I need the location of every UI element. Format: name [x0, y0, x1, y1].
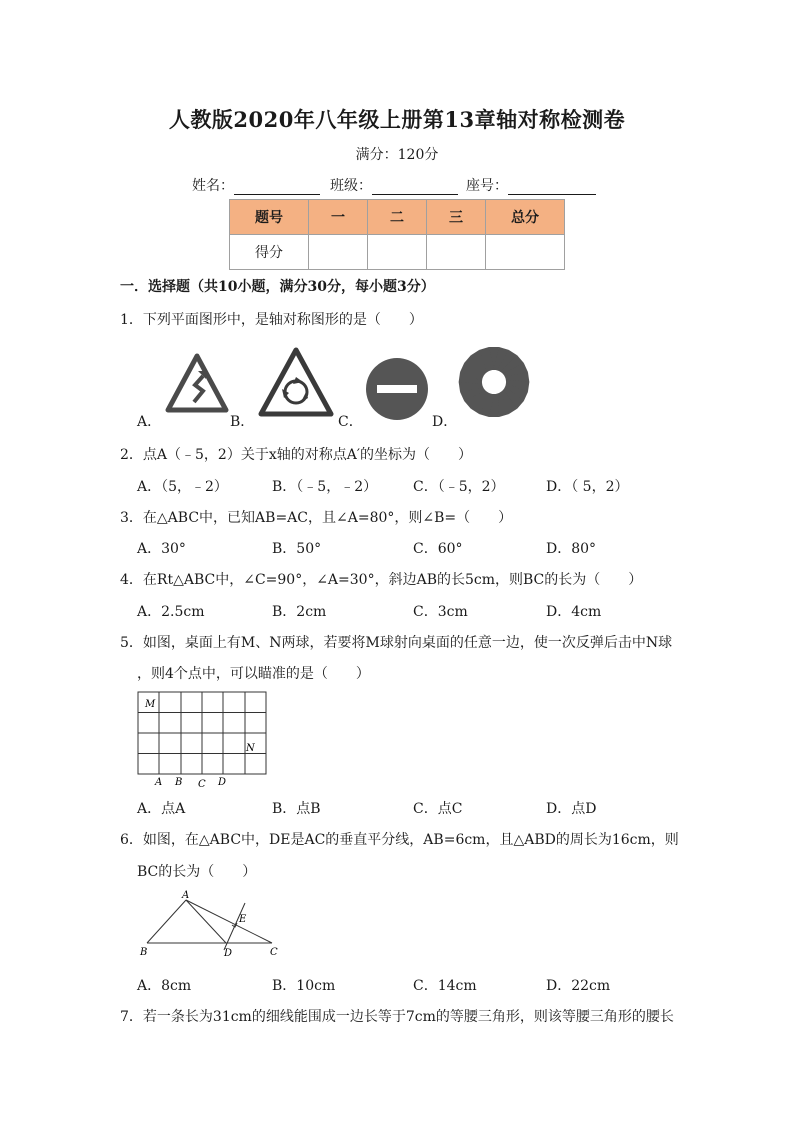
grid-label-n: N — [246, 743, 255, 754]
class-label: 班级： — [330, 178, 372, 194]
question-5-line-2: ，则4个点中，可以瞄准的是（ ） — [137, 666, 370, 682]
question-6-line-2: BC的长为（ ） — [137, 864, 257, 880]
question-5-line-1: 5．如图，桌面上有M、N两球，若要将M球射向桌面的任意一边，使一次反弹后击中N球 — [120, 635, 673, 651]
triangle-label-b: B — [140, 947, 148, 958]
page-title: 人教版2020年八年级上册第13章轴对称检测卷 — [168, 107, 626, 132]
question-4: 4．在Rt△ABC中，∠C=90°，∠A=30°，斜边AB的长5cm，则BC的长为（ ） — [120, 572, 643, 588]
class-blank[interactable] — [372, 180, 458, 195]
score-cell[interactable] — [486, 235, 565, 270]
sign-d-figure — [458, 346, 530, 418]
section-heading: 一．选择题（共10小题，满分30分，每小题3分） — [120, 279, 435, 295]
q4-option-a[interactable]: A．2.5cm — [137, 604, 205, 620]
q4-option-b[interactable]: B．2cm — [272, 604, 327, 620]
q6-option-a[interactable]: A．8cm — [137, 978, 192, 994]
seat-field — [466, 175, 596, 195]
q2-option-d[interactable]: D．（ 5，2） — [546, 479, 629, 495]
q3-option-a[interactable]: A．30° — [137, 541, 186, 557]
q6-option-c[interactable]: C．14cm — [413, 978, 477, 994]
grid-label-d: D — [218, 777, 227, 788]
q2-option-c[interactable]: C．（﹣5，2） — [413, 479, 505, 495]
score-table-row — [230, 235, 565, 270]
triangle-label-e: E — [239, 914, 247, 925]
seat-label: 座号： — [466, 178, 508, 194]
q1-label-a: A． — [137, 414, 162, 430]
q6-option-d[interactable]: D．22cm — [546, 978, 611, 994]
seat-blank[interactable] — [508, 180, 596, 195]
q4-option-d[interactable]: D．4cm — [546, 604, 602, 620]
grid-label-c: C — [198, 779, 206, 788]
score-header-cell: 题号 — [230, 200, 309, 235]
q5-option-d[interactable]: D．点D — [546, 801, 597, 817]
q3-option-d[interactable]: D．80° — [546, 541, 597, 557]
q3-option-c[interactable]: C．60° — [413, 541, 463, 557]
billiard-grid-figure — [136, 690, 270, 788]
sign-b-figure — [258, 346, 334, 418]
score-cell[interactable] — [368, 235, 427, 270]
q5-option-c[interactable]: C．点C — [413, 801, 463, 817]
class-field — [330, 175, 458, 195]
grid-label-a: A — [155, 777, 163, 788]
question-2: 2．点A（﹣5，2）关于x轴的对称点A′的坐标为（ ） — [120, 447, 473, 463]
score-header-cell: 二 — [368, 200, 427, 235]
q5-option-b[interactable]: B．点B — [272, 801, 321, 817]
triangle-label-c: C — [270, 947, 278, 958]
full-mark: 满分：120分 — [355, 147, 439, 163]
sign-a-figure — [165, 352, 229, 414]
score-cell[interactable] — [427, 235, 486, 270]
triangle-label-a: A — [182, 890, 190, 901]
name-label: 姓名： — [192, 178, 234, 194]
score-header-cell: 总分 — [486, 200, 565, 235]
q1-label-c: C． — [338, 414, 363, 430]
score-table — [229, 199, 565, 270]
grid-label-m: M — [145, 699, 156, 710]
score-header-cell: 一 — [309, 200, 368, 235]
score-header-cell: 三 — [427, 200, 486, 235]
q3-option-b[interactable]: B．50° — [272, 541, 322, 557]
name-field — [192, 175, 320, 195]
score-cell[interactable] — [309, 235, 368, 270]
q6-option-b[interactable]: B．10cm — [272, 978, 336, 994]
q1-label-b: B． — [230, 414, 255, 430]
q4-option-c[interactable]: C．3cm — [413, 604, 468, 620]
triangle-label-d: D — [224, 948, 233, 959]
triangle-figure — [138, 888, 282, 960]
question-6-line-1: 6．如图，在△ABC中，DE是AC的垂直平分线，AB=6cm，且△ABD的周长为16cm，则 — [120, 832, 679, 848]
score-table-header-row — [230, 200, 565, 235]
score-row-label: 得分 — [230, 235, 309, 270]
name-blank[interactable] — [234, 180, 320, 195]
q2-option-b[interactable]: B．（﹣5，﹣2） — [272, 479, 378, 495]
question-7: 7．若一条长为31cm的细线能围成一边长等于7cm的等腰三角形，则该等腰三角形的腰长 — [120, 1009, 674, 1025]
q2-option-a[interactable]: A．（5，﹣2） — [137, 479, 228, 495]
question-1: 1．下列平面图形中，是轴对称图形的是（ ） — [120, 312, 423, 328]
sign-c-figure — [364, 356, 430, 422]
q1-label-d: D． — [432, 414, 458, 430]
grid-label-b: B — [175, 777, 183, 788]
q5-option-a[interactable]: A．点A — [137, 801, 186, 817]
question-3: 3．在△ABC中，已知AB=AC，且∠A=80°，则∠B=（ ） — [120, 510, 513, 526]
